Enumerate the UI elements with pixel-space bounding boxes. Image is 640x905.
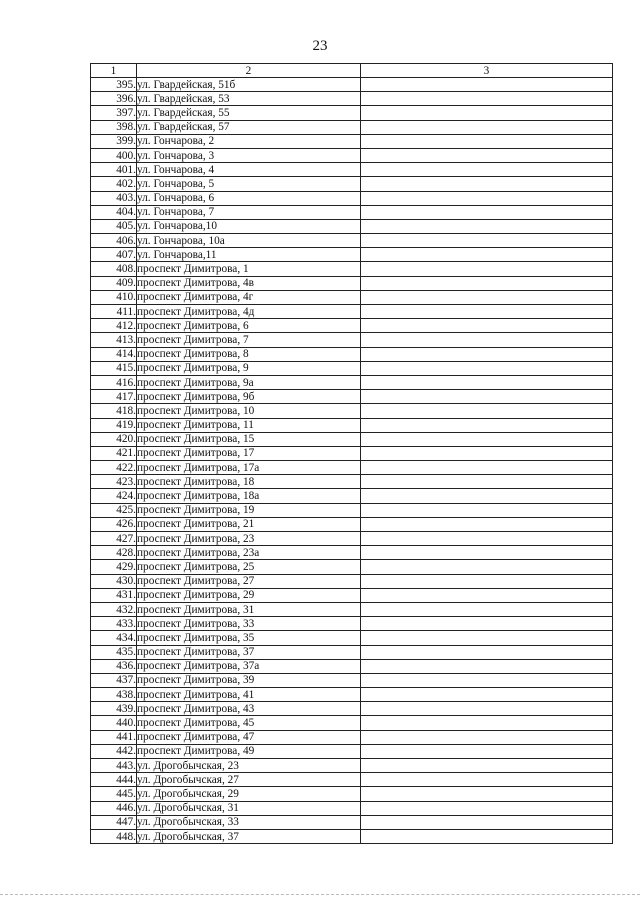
row-address: ул. Гвардейская, 53: [137, 92, 361, 106]
row-col-3: [361, 134, 613, 148]
row-col-3: [361, 120, 613, 134]
row-col-3: [361, 290, 613, 304]
table-row: [91, 702, 613, 716]
row-address: проспект Димитрова, 23а: [137, 546, 361, 560]
row-number: 414.: [91, 347, 137, 361]
table-row: [91, 418, 613, 432]
row-col-3: [361, 219, 613, 233]
row-number: 434.: [91, 631, 137, 645]
row-number: 436.: [91, 659, 137, 673]
row-address: ул. Гвардейская, 51б: [137, 78, 361, 92]
row-address: проспект Димитрова, 49: [137, 744, 361, 758]
row-address: ул. Дрогобычская, 29: [137, 787, 361, 801]
row-address: ул. Гончарова,10: [137, 219, 361, 233]
row-col-3: [361, 461, 613, 475]
row-address: проспект Димитрова, 37: [137, 645, 361, 659]
table-row: [91, 319, 613, 333]
row-address: проспект Димитрова, 4г: [137, 290, 361, 304]
row-number: 423.: [91, 475, 137, 489]
row-address: проспект Димитрова, 4в: [137, 276, 361, 290]
row-col-3: [361, 560, 613, 574]
row-col-3: [361, 574, 613, 588]
row-number: 440.: [91, 716, 137, 730]
row-number: 411.: [91, 305, 137, 319]
row-address: ул. Гвардейская, 57: [137, 120, 361, 134]
row-number: 415.: [91, 361, 137, 375]
row-address: ул. Гвардейская, 55: [137, 106, 361, 120]
row-address: ул. Гончарова, 5: [137, 177, 361, 191]
row-col-3: [361, 347, 613, 361]
table-row: [91, 106, 613, 120]
table-row: [91, 801, 613, 815]
row-address: ул. Дрогобычская, 23: [137, 759, 361, 773]
row-col-3: [361, 730, 613, 744]
row-number: 421.: [91, 446, 137, 460]
row-address: проспект Димитрова, 7: [137, 333, 361, 347]
table-row: [91, 234, 613, 248]
row-number: 446.: [91, 801, 137, 815]
row-number: 427.: [91, 532, 137, 546]
header-col-3: 3: [361, 64, 613, 78]
row-address: ул. Гончарова, 2: [137, 134, 361, 148]
page-number: 23: [312, 38, 328, 54]
row-col-3: [361, 702, 613, 716]
row-address: проспект Димитрова, 35: [137, 631, 361, 645]
row-col-3: [361, 815, 613, 829]
row-col-3: [361, 475, 613, 489]
table-row: [91, 787, 613, 801]
row-col-3: [361, 106, 613, 120]
table-row: [91, 148, 613, 162]
row-col-3: [361, 617, 613, 631]
row-number: 404.: [91, 205, 137, 219]
row-address: ул. Дрогобычская, 27: [137, 773, 361, 787]
row-col-3: [361, 744, 613, 758]
row-address: проспект Димитрова, 17: [137, 446, 361, 460]
row-address: проспект Димитрова, 11: [137, 418, 361, 432]
row-address: проспект Димитрова, 9а: [137, 375, 361, 389]
row-number: 439.: [91, 702, 137, 716]
table-row: [91, 120, 613, 134]
row-col-3: [361, 92, 613, 106]
row-number: 412.: [91, 319, 137, 333]
row-number: 431.: [91, 588, 137, 602]
table-row: [91, 759, 613, 773]
row-col-3: [361, 631, 613, 645]
row-col-3: [361, 248, 613, 262]
row-col-3: [361, 78, 613, 92]
table-row: [91, 532, 613, 546]
row-address: проспект Димитрова, 21: [137, 517, 361, 531]
row-number: 417.: [91, 390, 137, 404]
row-col-3: [361, 375, 613, 389]
row-col-3: [361, 829, 613, 843]
table-row: [91, 333, 613, 347]
row-address: проспект Димитрова, 31: [137, 602, 361, 616]
row-col-3: [361, 759, 613, 773]
table-row: [91, 432, 613, 446]
table-row: [91, 375, 613, 389]
table-row: [91, 461, 613, 475]
row-col-3: [361, 801, 613, 815]
table-row: [91, 744, 613, 758]
row-col-3: [361, 787, 613, 801]
table-row: [91, 688, 613, 702]
row-address: проспект Димитрова, 10: [137, 404, 361, 418]
row-col-3: [361, 432, 613, 446]
row-col-3: [361, 148, 613, 162]
row-col-3: [361, 588, 613, 602]
row-col-3: [361, 688, 613, 702]
row-col-3: [361, 659, 613, 673]
row-number: 437.: [91, 673, 137, 687]
row-number: 445.: [91, 787, 137, 801]
row-number: 407.: [91, 248, 137, 262]
table-row: [91, 673, 613, 687]
row-number: 398.: [91, 120, 137, 134]
table-row: [91, 262, 613, 276]
row-col-3: [361, 546, 613, 560]
row-number: 447.: [91, 815, 137, 829]
row-address: проспект Димитрова, 18: [137, 475, 361, 489]
table-header-row: [91, 64, 613, 78]
table-row: [91, 617, 613, 631]
row-col-3: [361, 503, 613, 517]
row-col-3: [361, 177, 613, 191]
row-col-3: [361, 319, 613, 333]
table-row: [91, 716, 613, 730]
row-address: ул. Дрогобычская, 37: [137, 829, 361, 843]
row-address: проспект Димитрова, 23: [137, 532, 361, 546]
row-number: 443.: [91, 759, 137, 773]
row-address: ул. Гончарова, 7: [137, 205, 361, 219]
row-number: 448.: [91, 829, 137, 843]
row-col-3: [361, 532, 613, 546]
row-col-3: [361, 418, 613, 432]
table-row: [91, 517, 613, 531]
row-col-3: [361, 716, 613, 730]
row-address: проспект Димитрова, 1: [137, 262, 361, 276]
row-address: проспект Димитрова, 17а: [137, 461, 361, 475]
row-number: 428.: [91, 546, 137, 560]
row-address: проспект Димитрова, 37а: [137, 659, 361, 673]
header-col-1: 1: [91, 64, 137, 78]
row-address: проспект Димитрова, 41: [137, 688, 361, 702]
scan-edge-line: [0, 894, 640, 895]
table-row: [91, 829, 613, 843]
row-col-3: [361, 333, 613, 347]
table-row: [91, 546, 613, 560]
row-number: 424.: [91, 489, 137, 503]
row-address: проспект Димитрова, 6: [137, 319, 361, 333]
table-row: [91, 773, 613, 787]
row-address: проспект Димитрова, 27: [137, 574, 361, 588]
row-address: проспект Димитрова, 39: [137, 673, 361, 687]
row-col-3: [361, 305, 613, 319]
row-number: 441.: [91, 730, 137, 744]
table-row: [91, 645, 613, 659]
row-col-3: [361, 517, 613, 531]
row-number: 402.: [91, 177, 137, 191]
row-col-3: [361, 446, 613, 460]
table-row: [91, 588, 613, 602]
row-col-3: [361, 489, 613, 503]
row-number: 420.: [91, 432, 137, 446]
table-row: [91, 347, 613, 361]
row-number: 422.: [91, 461, 137, 475]
row-address: проспект Димитрова, 45: [137, 716, 361, 730]
row-address: проспект Димитрова, 19: [137, 503, 361, 517]
row-address: ул. Гончарова,11: [137, 248, 361, 262]
row-number: 399.: [91, 134, 137, 148]
row-number: 395.: [91, 78, 137, 92]
row-address: проспект Димитрова, 18а: [137, 489, 361, 503]
table-row: [91, 574, 613, 588]
row-number: 397.: [91, 106, 137, 120]
table-row: [91, 361, 613, 375]
row-number: 444.: [91, 773, 137, 787]
row-number: 426.: [91, 517, 137, 531]
row-address: ул. Гончарова, 10а: [137, 234, 361, 248]
row-address: проспект Димитрова, 25: [137, 560, 361, 574]
table-row: [91, 78, 613, 92]
table-row: [91, 815, 613, 829]
table-row: [91, 730, 613, 744]
row-number: 425.: [91, 503, 137, 517]
table-row: [91, 305, 613, 319]
row-address: ул. Дрогобычская, 31: [137, 801, 361, 815]
row-address: проспект Димитрова, 33: [137, 617, 361, 631]
row-number: 435.: [91, 645, 137, 659]
table-row: [91, 560, 613, 574]
table-row: [91, 475, 613, 489]
row-col-3: [361, 191, 613, 205]
row-number: 410.: [91, 290, 137, 304]
row-col-3: [361, 602, 613, 616]
table-row: [91, 205, 613, 219]
row-address: проспект Димитрова, 8: [137, 347, 361, 361]
row-address: ул. Гончарова, 6: [137, 191, 361, 205]
row-number: 413.: [91, 333, 137, 347]
row-col-3: [361, 361, 613, 375]
table-row: [91, 276, 613, 290]
row-col-3: [361, 773, 613, 787]
row-address: проспект Димитрова, 9б: [137, 390, 361, 404]
row-address: ул. Гончарова, 3: [137, 148, 361, 162]
row-col-3: [361, 673, 613, 687]
row-col-3: [361, 390, 613, 404]
table-row: [91, 290, 613, 304]
table-row: [91, 248, 613, 262]
row-address: проспект Димитрова, 47: [137, 730, 361, 744]
row-address: проспект Димитрова, 29: [137, 588, 361, 602]
table-row: [91, 163, 613, 177]
row-number: 419.: [91, 418, 137, 432]
row-address: проспект Димитрова, 4д: [137, 305, 361, 319]
row-col-3: [361, 234, 613, 248]
row-col-3: [361, 276, 613, 290]
row-number: 406.: [91, 234, 137, 248]
row-col-3: [361, 262, 613, 276]
address-table: [90, 63, 613, 844]
header-col-2: 2: [137, 64, 361, 78]
table-row: [91, 219, 613, 233]
table-row: [91, 177, 613, 191]
row-address: проспект Димитрова, 43: [137, 702, 361, 716]
table-row: [91, 659, 613, 673]
row-number: 405.: [91, 219, 137, 233]
row-address: проспект Димитрова, 15: [137, 432, 361, 446]
row-number: 432.: [91, 602, 137, 616]
table-row: [91, 503, 613, 517]
row-number: 416.: [91, 375, 137, 389]
table-row: [91, 489, 613, 503]
row-number: 442.: [91, 744, 137, 758]
table-row: [91, 404, 613, 418]
table-row: [91, 390, 613, 404]
table-row: [91, 134, 613, 148]
table-row: [91, 446, 613, 460]
table-row: [91, 602, 613, 616]
row-address: ул. Гончарова, 4: [137, 163, 361, 177]
table-body: [91, 78, 613, 844]
row-number: 401.: [91, 163, 137, 177]
row-number: 409.: [91, 276, 137, 290]
row-number: 396.: [91, 92, 137, 106]
row-address: проспект Димитрова, 9: [137, 361, 361, 375]
table-row: [91, 92, 613, 106]
row-col-3: [361, 404, 613, 418]
row-col-3: [361, 205, 613, 219]
row-number: 418.: [91, 404, 137, 418]
table-row: [91, 191, 613, 205]
row-number: 429.: [91, 560, 137, 574]
table-row: [91, 631, 613, 645]
row-number: 433.: [91, 617, 137, 631]
row-number: 400.: [91, 148, 137, 162]
row-col-3: [361, 645, 613, 659]
row-col-3: [361, 163, 613, 177]
row-number: 438.: [91, 688, 137, 702]
row-number: 408.: [91, 262, 137, 276]
row-address: ул. Дрогобычская, 33: [137, 815, 361, 829]
row-number: 403.: [91, 191, 137, 205]
row-number: 430.: [91, 574, 137, 588]
